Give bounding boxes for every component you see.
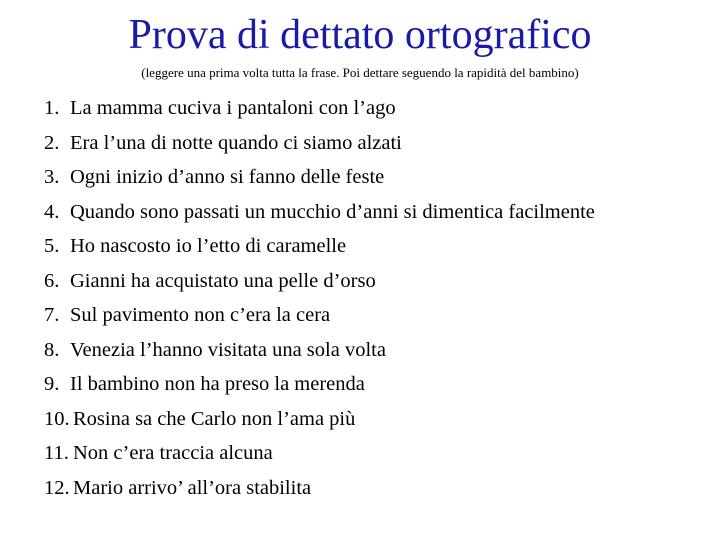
item-number: 5.: [44, 235, 60, 257]
item-text: Non c’era traccia alcuna: [73, 442, 273, 464]
item-number: 6.: [44, 269, 60, 292]
list-item: [44, 367, 595, 402]
item-text: Sul pavimento non c’era la cera: [70, 304, 331, 326]
page-subtitle: (leggere una prima volta tutta la frase. Poi dettare seguendo la rapidità del bambino): [141, 65, 579, 80]
list-item: [44, 436, 595, 471]
item-text: Era l’una di notte quando ci siamo alzati: [70, 131, 402, 154]
item-number: 11.: [44, 442, 69, 464]
item-number: 2.: [44, 131, 60, 154]
list-item: [44, 229, 595, 264]
item-text: Venezia l’hanno visitata una sola volta: [70, 338, 386, 361]
item-number: 3.: [44, 166, 60, 188]
item-text: Ogni inizio d’anno si fanno delle feste: [70, 166, 385, 188]
item-number: 4.: [44, 200, 60, 223]
page-title: Prova di dettato ortografico: [128, 12, 592, 58]
item-number: 1.: [44, 97, 60, 119]
list-item: [44, 126, 595, 161]
item-number: 10.: [44, 407, 70, 430]
item-text: La mamma cuciva i pantaloni con l’ago: [70, 97, 396, 119]
list-item: [44, 264, 595, 299]
item-text: Gianni ha acquistato una pelle d’orso: [70, 269, 376, 292]
list-item: [44, 298, 595, 333]
item-text: Ho nascosto io l’etto di caramelle: [70, 235, 347, 257]
item-text: Il bambino non ha preso la merenda: [70, 373, 365, 395]
list-item: [44, 160, 595, 195]
item-number: 9.: [44, 373, 60, 395]
list-item: [44, 91, 595, 126]
list-item: [44, 471, 595, 506]
list-item: [44, 333, 595, 368]
item-text: Rosina sa che Carlo non l’ama più: [73, 407, 356, 430]
item-text: Quando sono passati un mucchio d’anni si dimentica facilmente: [70, 200, 595, 223]
dictation-list: [44, 91, 595, 505]
item-number: 8.: [44, 338, 60, 361]
list-item: [44, 195, 595, 230]
item-number: 7.: [44, 304, 60, 326]
item-number: 12.: [44, 476, 70, 499]
list-item: [44, 402, 595, 437]
item-text: Mario arrivo’ all’ora stabilita: [73, 476, 312, 499]
